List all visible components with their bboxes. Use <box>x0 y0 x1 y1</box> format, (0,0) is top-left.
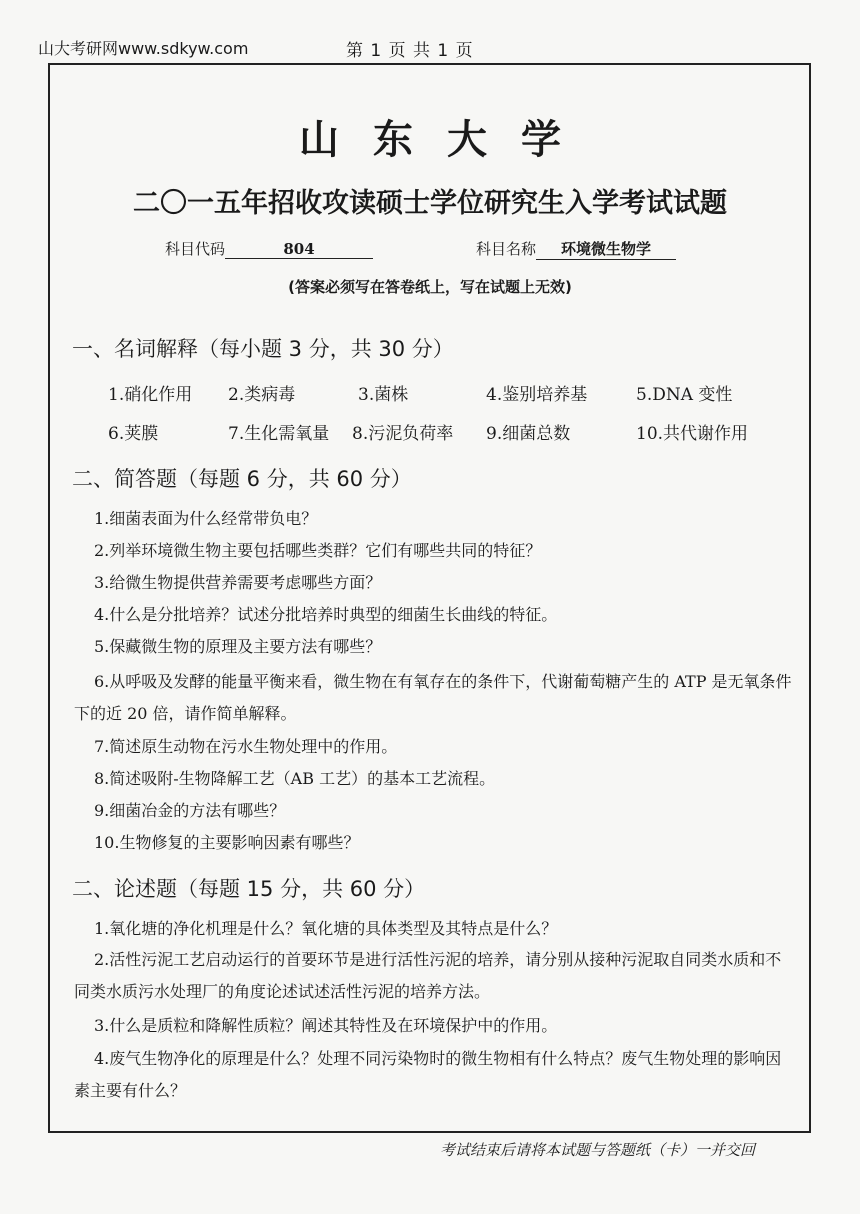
page-number: 第 1 页 共 1 页 <box>346 41 474 61</box>
subject-name-label: 科目名称 <box>476 240 537 258</box>
term-item: 4.鉴别培养基 <box>486 385 588 405</box>
section-title: 一、名词解释（每小题 3 分，共 30 分） <box>72 337 454 361</box>
subject-name-field <box>476 238 676 260</box>
term-item: 7.生化需氧量 <box>228 424 330 444</box>
question-item: 6.从呼吸及发酵的能量平衡来看，微生物在有氧存在的条件下，代谢葡萄糖产生的 ATP 是无氧条件下的近 20 倍，请作简单解释。 <box>74 672 792 723</box>
section-title: 二、论述题（每题 15 分，共 60 分） <box>72 877 426 901</box>
section-title: 二、简答题（每题 6 分，共 60 分） <box>72 467 412 491</box>
subject-code-value: 804 <box>225 240 373 259</box>
question-item: 5.保藏微生物的原理及主要方法有哪些？ <box>94 637 382 656</box>
subject-code-label: 科目代码 <box>165 240 226 258</box>
term-item: 1.硝化作用 <box>108 385 193 405</box>
university-name: 山东大学 <box>299 116 595 163</box>
question-item: 2.列举环境微生物主要包括哪些类群？它们有哪些共同的特征？ <box>94 541 542 560</box>
question-item: 2.活性污泥工艺启动运行的首要环节是进行活性污泥的培养，请分别从接种污泥取自同类水质和不同类水质污水处理厂的角度论述试述活性污泥的培养方法。 <box>74 950 782 1001</box>
question-item: 1.氧化塘的净化机理是什么？氧化塘的具体类型及其特点是什么？ <box>94 919 558 938</box>
footer-note: 考试结束后请将本试题与答题纸（卡）一并交回 <box>440 1141 756 1159</box>
question-item: 9.细菌冶金的方法有哪些？ <box>94 801 286 820</box>
term-item: 2.类病毒 <box>228 385 296 405</box>
question-item: 3.给微生物提供营养需要考虑哪些方面？ <box>94 573 382 592</box>
exam-title: 二〇一五年招收攻读硕士学位研究生入学考试试题 <box>133 188 727 219</box>
question-item: 3.什么是质粒和降解性质粒？阐述其特性及在环境保护中的作用。 <box>94 1016 558 1035</box>
term-item: 6.荚膜 <box>108 424 159 444</box>
question-item: 8.简述吸附-生物降解工艺（AB 工艺）的基本工艺流程。 <box>94 769 496 788</box>
term-item: 8.污泥负荷率 <box>352 424 454 444</box>
subject-code-field <box>165 238 373 259</box>
question-item: 7.简述原生动物在污水生物处理中的作用。 <box>94 737 398 756</box>
question-item: 4.什么是分批培养？试述分批培养时典型的细菌生长曲线的特征。 <box>94 605 558 624</box>
question-item: 4.废气生物净化的原理是什么？处理不同污染物时的微生物相有什么特点？废气生物处理的影响因素主要有什么？ <box>74 1049 782 1100</box>
term-item: 10.共代谢作用 <box>636 424 749 444</box>
term-item: 5.DNA 变性 <box>636 385 733 405</box>
subject-name-value: 环境微生物学 <box>536 238 676 260</box>
question-item: 10.生物修复的主要影响因素有哪些？ <box>94 833 360 852</box>
term-item: 3.菌株 <box>358 385 409 405</box>
answer-notice: (答案必须写在答卷纸上，写在试题上无效) <box>288 278 572 296</box>
term-item: 9.细菌总数 <box>486 424 571 444</box>
site-header: 山大考研网www.sdkyw.com <box>38 39 249 58</box>
question-item: 1.细菌表面为什么经常带负电？ <box>94 509 318 528</box>
